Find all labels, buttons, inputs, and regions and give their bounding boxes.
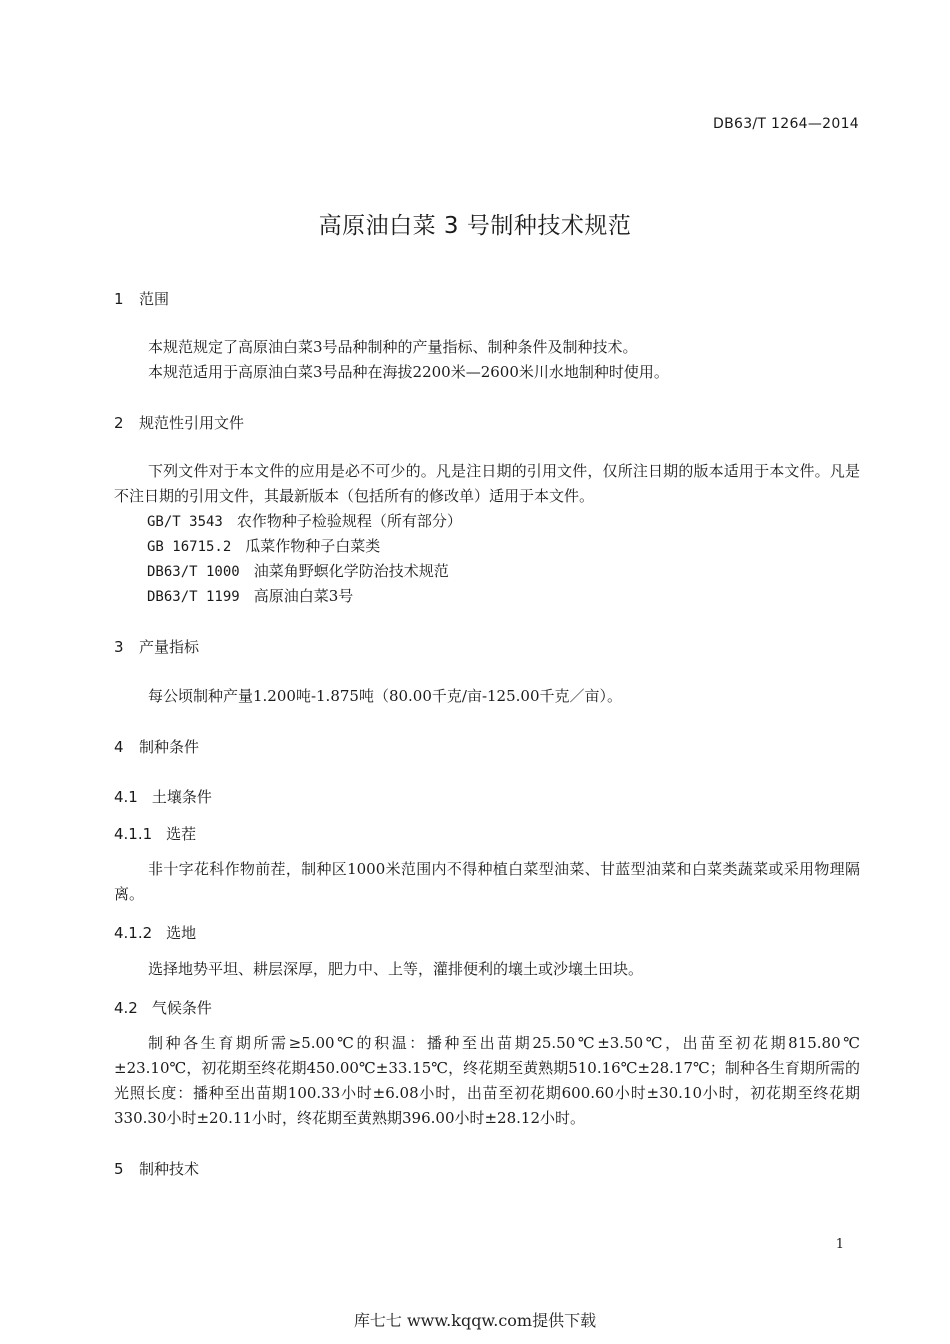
section-number: 4.1 bbox=[114, 788, 138, 806]
section-4-1-1-paragraph: 非十字花科作物前茬，制种区1000米范围内不得种植白菜型油菜、甘蓝型油菜和白菜类蔬菜或采用物理隔离。 bbox=[114, 860, 860, 903]
document-title: 高原油白菜 3 号制种技术规范 bbox=[318, 213, 632, 239]
section-title: 规范性引用文件 bbox=[139, 414, 245, 432]
section-1-paragraph-2: 本规范适用于高原油白菜3号品种在海拔2200米—2600米川水地制种时使用。 bbox=[148, 363, 669, 381]
section-title: 制种条件 bbox=[139, 738, 200, 756]
reference-code: DB63/T 1000 bbox=[147, 564, 240, 580]
reference-item bbox=[147, 560, 449, 581]
section-2-heading bbox=[114, 412, 244, 433]
reference-code: GB/T 3543 bbox=[147, 514, 223, 530]
section-4-2-paragraph: 制种各生育期所需≥5.00℃的积温：播种至出苗期25.50℃±3.50℃，出苗至初花期815.80℃±23.10℃，初花期至终花期450.00℃±33.15℃，终花期至黄熟期510.16℃±28.17℃；制种各生育期所需的光照长度：播种至出苗期100.33小时±6.08小时，出苗至初花期600.60小时±30.10小时，初花期至终花期330.30小时±20.11小时，终花期至黄熟期396.00小时±28.12小时。 bbox=[114, 1034, 860, 1127]
reference-item bbox=[147, 535, 380, 556]
section-title: 气候条件 bbox=[151, 999, 212, 1017]
section-number: 4 bbox=[114, 738, 124, 756]
section-number: 4.1.1 bbox=[114, 825, 153, 843]
reference-name: 农作物种子检验规程（所有部分） bbox=[236, 512, 462, 530]
reference-code: DB63/T 1199 bbox=[147, 589, 240, 605]
section-2-intro: 下列文件对于本文件的应用是必不可少的。凡是注日期的引用文件，仅所注日期的版本适用于本文件。凡是不注日期的引用文件，其最新版本（包括所有的修改单）适用于本文件。 bbox=[114, 462, 860, 505]
section-number: 4.2 bbox=[114, 999, 138, 1017]
section-5-heading bbox=[114, 1158, 199, 1179]
reference-item bbox=[147, 510, 462, 531]
section-4-1-2-paragraph: 选择地势平坦、耕层深厚，肥力中、上等，灌排便利的壤土或沙壤土田块。 bbox=[148, 960, 644, 978]
section-4-1-1-heading bbox=[114, 823, 196, 844]
section-title: 范围 bbox=[139, 290, 170, 308]
section-title: 选茬 bbox=[166, 825, 197, 843]
section-title: 产量指标 bbox=[139, 638, 200, 656]
section-number: 5 bbox=[114, 1160, 124, 1178]
reference-name: 高原油白菜3号 bbox=[253, 587, 354, 605]
reference-code: GB 16715.2 bbox=[147, 539, 232, 555]
section-4-1-heading bbox=[114, 786, 212, 807]
page-number: 1 bbox=[835, 1237, 844, 1252]
section-title: 选地 bbox=[166, 924, 197, 942]
section-3-paragraph: 每公顷制种产量1.200吨-1.875吨（80.00千克/亩-125.00千克／亩）。 bbox=[148, 687, 623, 705]
section-4-2-heading bbox=[114, 997, 212, 1018]
section-3-heading bbox=[114, 636, 199, 657]
reference-name: 瓜菜作物种子白菜类 bbox=[245, 537, 381, 555]
section-1-heading bbox=[114, 288, 169, 309]
document-code: DB63/T 1264—2014 bbox=[713, 116, 859, 132]
reference-item bbox=[147, 585, 353, 606]
section-4-1-2-heading bbox=[114, 922, 196, 943]
section-number: 1 bbox=[114, 290, 124, 308]
section-title: 土壤条件 bbox=[151, 788, 212, 806]
section-number: 4.1.2 bbox=[114, 924, 153, 942]
section-title: 制种技术 bbox=[139, 1160, 200, 1178]
section-number: 3 bbox=[114, 638, 124, 656]
footer-watermark: 库七七 www.kqqw.com提供下载 bbox=[353, 1311, 597, 1330]
section-number: 2 bbox=[114, 414, 124, 432]
section-4-heading bbox=[114, 736, 199, 757]
section-1-paragraph-1: 本规范规定了高原油白菜3号品种制种的产量指标、制种条件及制种技术。 bbox=[148, 338, 638, 356]
reference-name: 油菜角野螟化学防治技术规范 bbox=[253, 562, 449, 580]
